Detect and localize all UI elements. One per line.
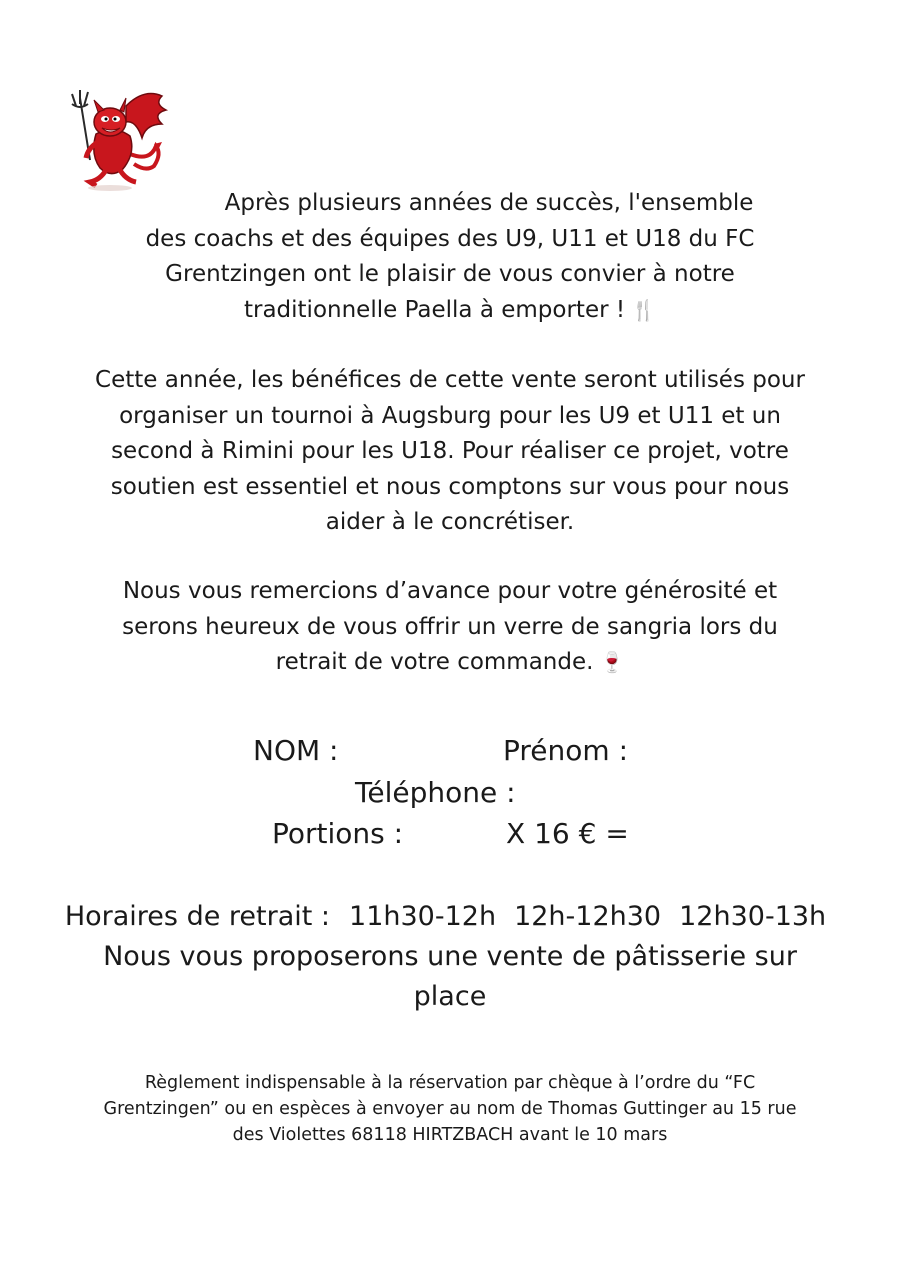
payment-note-line-2: Grentzingen” ou en espèces à envoyer au nom de Thomas Guttinger au 15 rue <box>103 1098 797 1119</box>
projects-line-5: aider à le concrétiser. <box>325 509 575 535</box>
intro-paragraph <box>0 186 900 328</box>
projects-line-4: soutien est essentiel et nous comptons sur vous pour nous <box>110 473 790 500</box>
nom-label: NOM : <box>253 734 339 767</box>
intro-line-3: Grentzingen ont le plaisir de vous convier à notre <box>165 261 735 287</box>
devil-mascot-logo <box>66 84 172 192</box>
intro-line-4 <box>0 293 900 329</box>
thanks-line-1: Nous vous remercions d’avance pour votre générosité et <box>122 578 778 604</box>
thanks-paragraph <box>0 574 900 681</box>
telephone-label: Téléphone : <box>355 776 516 809</box>
pastry-line-1: Nous vous proposerons une vente de pâtisserie sur <box>103 941 797 972</box>
payment-note <box>0 1070 900 1148</box>
portions-label: Portions : <box>272 817 404 850</box>
intro-line-1: Après plusieurs années de succès, l'ensemble <box>224 190 754 216</box>
fork-knife-icon: 🍴 <box>631 297 656 322</box>
pickup-times <box>0 897 900 1017</box>
time-slot: 12h30-13h <box>679 901 827 932</box>
projects-line-3: second à Rimini pour les U18. Pour réaliser ce projet, votre <box>111 438 789 464</box>
time-slot: 11h30-12h <box>349 901 497 932</box>
price-label: X 16 € = <box>506 817 629 850</box>
wine-glass-icon: 🍷 <box>599 650 625 674</box>
thanks-line-3-text: retrait de votre commande. <box>275 649 594 675</box>
projects-line-2: organiser un tournoi à Augsburg pour les U9 et U11 et un <box>119 402 781 429</box>
thanks-line-3 <box>0 645 900 681</box>
payment-note-line-3: des Violettes 68118 HIRTZBACH avant le 10 mars <box>232 1124 668 1145</box>
intro-line-2: des coachs et des équipes des U9, U11 et U18 du FC <box>145 225 755 252</box>
projects-line-1: Cette année, les bénéfices de cette vente seront utilisés pour <box>95 367 805 393</box>
time-slot: 12h-12h30 <box>514 901 662 932</box>
intro-line-4-text: traditionnelle Paella à emporter ! <box>243 296 626 323</box>
pickup-times-line <box>0 897 900 937</box>
projects-paragraph <box>0 363 900 541</box>
thanks-line-2: serons heureux de vous offrir un verre de sangria lors du <box>122 613 778 640</box>
pastry-line-2: place <box>413 981 487 1012</box>
prenom-label: Prénom : <box>503 734 629 767</box>
payment-note-line-1: Règlement indispensable à la réservation par chèque à l’ordre du “FC <box>144 1072 756 1093</box>
pickup-times-label: Horaires de retrait : <box>64 901 331 932</box>
